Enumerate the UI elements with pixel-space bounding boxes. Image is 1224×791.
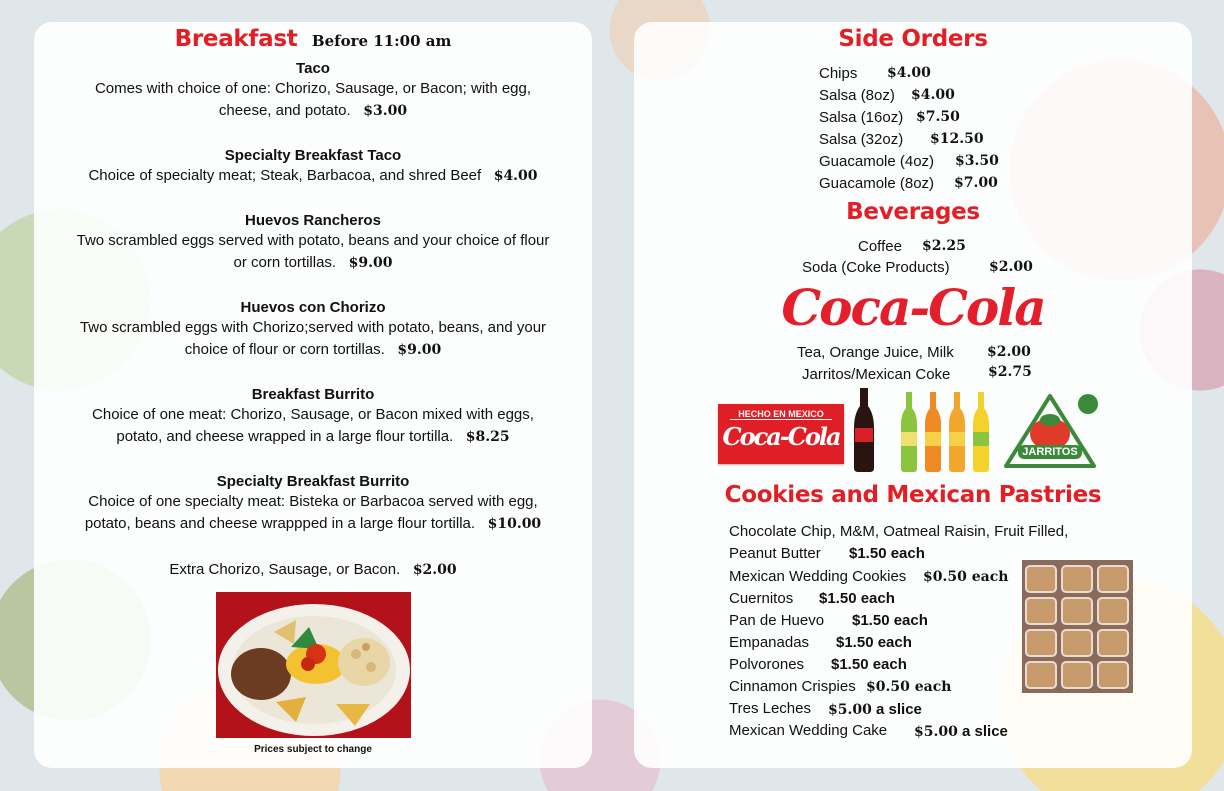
- side-order-label: Salsa (16oz): [819, 109, 904, 126]
- beverage-row: [802, 259, 1033, 276]
- menu-item: [34, 299, 592, 361]
- beverage-label: Coffee: [858, 238, 902, 255]
- pastry-label: Empanadas: [729, 634, 810, 651]
- pastry-row: [729, 656, 907, 673]
- menu-item-price: $4.00: [493, 168, 538, 184]
- pastry-price: $1.50 each: [849, 545, 925, 562]
- side-order-row: [819, 87, 955, 104]
- beverage-price: $2.00: [989, 259, 1033, 275]
- pastry-price-suffix: a slice: [962, 723, 1008, 740]
- pastry-row: [729, 722, 1008, 740]
- side-order-label: Chips: [819, 65, 858, 82]
- pastry-label: Mexican Wedding Cookies: [729, 568, 907, 585]
- menu-item-price: $2.00: [412, 562, 457, 578]
- beverage-price: $2.00: [987, 344, 1031, 360]
- beverage-label: Soda (Coke Products): [802, 259, 950, 276]
- menu-item-price: $9.00: [348, 254, 393, 271]
- beverage-price: $2.25: [922, 238, 966, 254]
- pastries-photo: [1022, 560, 1133, 693]
- pastry-price: $1.50 each: [852, 612, 928, 629]
- pastry-price: $1.50 each: [819, 590, 895, 607]
- pastry-price-suffix: a slice: [876, 701, 922, 718]
- menu-item-desc: potato, and cheese wrapped in a large flour tortilla.: [116, 427, 454, 445]
- pastry-row: [729, 678, 952, 695]
- beverage-row: [858, 238, 966, 255]
- jarritos-logo: [1002, 392, 1098, 470]
- pastry-label: Tres Leches: [729, 700, 811, 717]
- menu-item-desc: Two scrambled eggs served with potato, beans and your choice of flour: [76, 232, 550, 249]
- beverage-row: [797, 344, 1031, 361]
- beverage-row: [802, 364, 1032, 383]
- side-order-price: $4.00: [887, 65, 931, 81]
- menu-item-desc: Choice of one meat: Chorizo, Sausage, or Bacon mixed with eggs,: [92, 406, 534, 423]
- menu-item-price: $8.25: [465, 428, 510, 445]
- pastry-label: Polvorones: [729, 656, 805, 673]
- beverage-price: $2.75: [988, 364, 1032, 380]
- menu-item-extra: [34, 559, 592, 582]
- soda-bottles-icon: [852, 388, 1012, 472]
- menu-item-price: $10.00: [487, 515, 542, 532]
- menu-item-desc: Extra Chorizo, Sausage, or Bacon.: [169, 561, 401, 578]
- menu-item-desc: Comes with choice of one: Chorizo, Sausage, or Bacon; with egg,: [94, 80, 532, 97]
- menu-item-name: Specialty Breakfast Burrito: [216, 473, 410, 490]
- coke-badge-script: Coca-Cola: [722, 422, 840, 451]
- side-order-row: [819, 65, 931, 82]
- menu-item-name: Taco: [296, 60, 330, 77]
- side-order-price: $4.00: [911, 87, 955, 103]
- breakfast-title: Breakfast: [174, 26, 298, 52]
- beverage-label: Tea, Orange Juice, Milk: [797, 344, 954, 361]
- pastry-row: [729, 590, 895, 607]
- menu-item-price: $3.00: [363, 102, 408, 119]
- pastry-row: [729, 545, 925, 562]
- menu-item-name: Breakfast Burrito: [251, 386, 375, 403]
- pastry-label: Mexican Wedding Cake: [729, 722, 888, 739]
- plate-image: [216, 592, 411, 738]
- menu-item-price: $9.00: [397, 341, 442, 358]
- menu-item-desc: Choice of specialty meat; Steak, Barbacoa, and shred Beef: [88, 167, 482, 184]
- breakfast-plate-photo: [216, 592, 411, 738]
- side-order-row: [819, 175, 998, 192]
- side-orders-title: Side Orders: [838, 26, 988, 52]
- menu-item-desc: Two scrambled eggs with Chorizo;served with potato, beans, and your: [79, 319, 547, 336]
- pastry-row: [729, 612, 928, 629]
- pastry-price: $5.00: [828, 702, 872, 718]
- menu-item: [34, 473, 592, 535]
- pastry-price: $0.50 each: [866, 679, 952, 695]
- breakfast-panel: [34, 22, 592, 768]
- pastry-price: $5.00: [914, 724, 958, 740]
- side-order-price: $7.00: [954, 175, 998, 191]
- side-order-label: Salsa (32oz): [819, 131, 904, 148]
- menu-item-desc: choice of flour or corn tortillas.: [184, 340, 385, 358]
- breakfast-header: [34, 26, 592, 52]
- pastry-price: $1.50 each: [836, 634, 912, 651]
- side-order-row: [819, 109, 960, 126]
- pastry-intro: Chocolate Chip, M&M, Oatmeal Raisin, Fruit Filled,: [729, 523, 1069, 540]
- pastry-row: [729, 568, 1009, 585]
- hecho-en-mexico-coke-badge: [718, 404, 844, 464]
- menu-item-name: Huevos con Chorizo: [240, 299, 386, 316]
- side-order-label: Salsa (8oz): [819, 87, 895, 104]
- side-order-price: $7.50: [916, 109, 960, 125]
- jarritos-label: JARRITOS: [1018, 445, 1081, 459]
- pastry-label: Cinnamon Crispies: [729, 678, 856, 695]
- menu-item-name: Specialty Breakfast Taco: [224, 147, 402, 164]
- sides-panel: [634, 22, 1192, 768]
- side-order-price: $12.50: [930, 131, 984, 147]
- pastries-title: Cookies and Mexican Pastries: [724, 482, 1102, 508]
- menu-item: [34, 386, 592, 448]
- menu-item-desc: potato, beans and cheese wrappped in a large flour tortilla.: [84, 514, 476, 532]
- menu-item: [34, 212, 592, 274]
- menu-item-desc: or corn tortillas.: [233, 253, 337, 271]
- menu-item-desc: Choice of one specialty meat: Bisteka or Barbacoa served with egg,: [88, 493, 538, 510]
- pastry-row: [729, 700, 922, 718]
- menu-item: [34, 60, 592, 122]
- pastry-price: $0.50 each: [923, 569, 1009, 585]
- prices-footnote: Prices subject to change: [254, 744, 372, 755]
- pastry-label: Pan de Huevo: [729, 612, 825, 629]
- beverages-title: Beverages: [846, 199, 980, 225]
- pastry-row: [729, 634, 912, 651]
- hecho-label: HECHO EN MEXICO: [730, 409, 832, 420]
- pastries-image: [1022, 560, 1133, 693]
- breakfast-time-note: Before 11:00 am: [311, 32, 452, 50]
- side-order-label: Guacamole (4oz): [819, 153, 935, 170]
- pastry-label: Peanut Butter: [729, 545, 821, 562]
- pastry-price: $1.50 each: [831, 656, 907, 673]
- side-order-row: [819, 153, 999, 170]
- coca-cola-logo: Coca-Cola: [781, 278, 1045, 337]
- side-order-row: [819, 131, 984, 148]
- beverage-label: Jarritos/Mexican Coke: [802, 366, 951, 383]
- side-order-label: Guacamole (8oz): [819, 175, 935, 192]
- pastry-label: Cuernitos: [729, 590, 794, 607]
- menu-item-desc: cheese, and potato.: [218, 101, 351, 119]
- side-order-price: $3.50: [955, 153, 999, 169]
- menu-item: [34, 147, 592, 188]
- menu-item-name: Huevos Rancheros: [245, 212, 381, 229]
